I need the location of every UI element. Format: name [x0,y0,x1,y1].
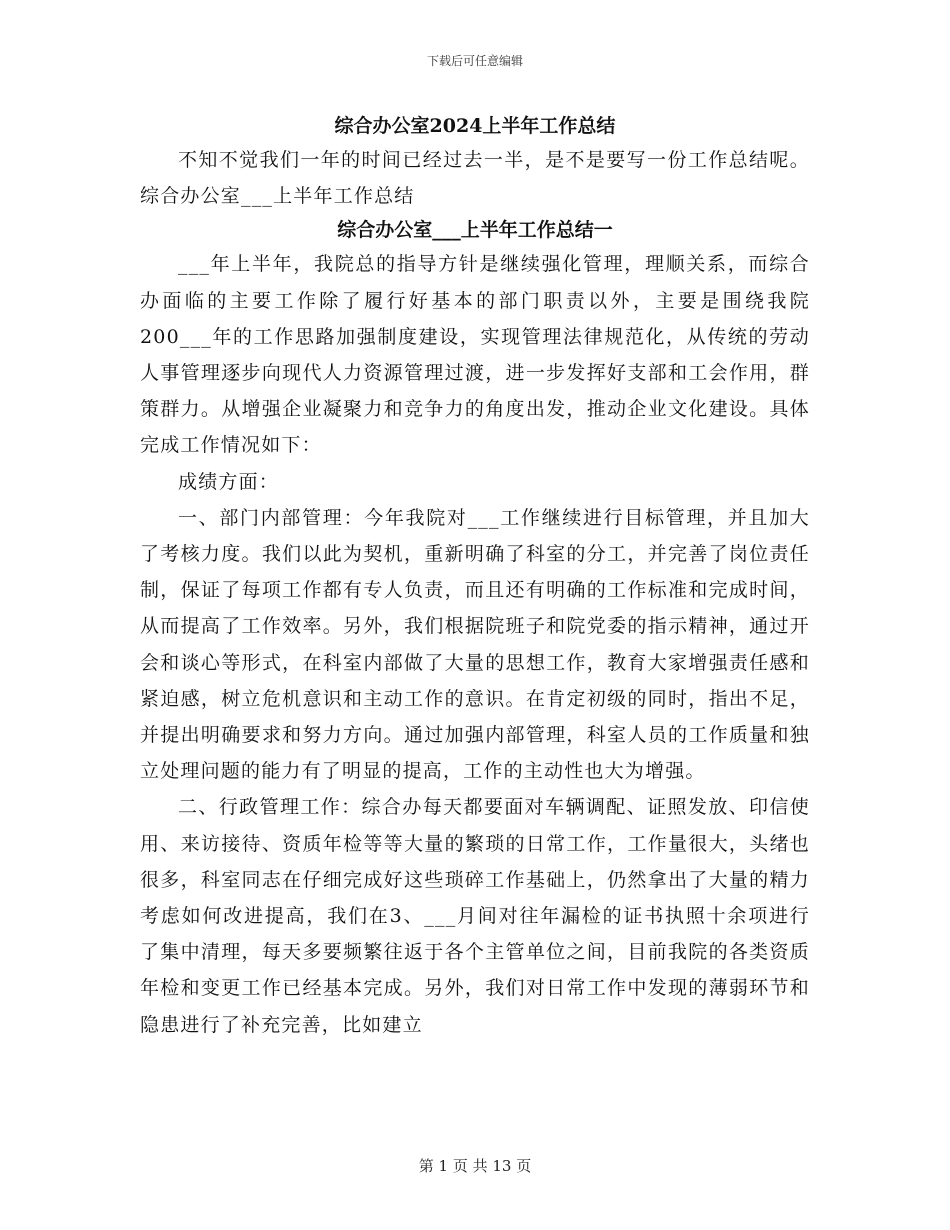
body-paragraph-2: 成绩方面： [178,470,280,493]
document-title: 综合办公室2024上半年工作总结 [334,115,616,137]
document-body [140,110,810,1043]
page-footer: 第 1 页 共 13 页 [418,1157,532,1175]
body-paragraph-1: ___年上半年，我院总的指导方针是继续强化管理，理顺关系，而综合办面临的主要工作除了履行好基本的部门职责以外，主要是围绕我院200___年的工作思路加强制度建设，实现管理法律规范化，从传统的劳动人事管理逐步向现代人力资源管理过渡，进一步发挥好支部和工会作用，群策群力。从增强企业凝聚力和竞争力的角度出发，推动企业文化建设。具体完成工作情况如下： [140,253,810,457]
header-note: 下载后可任意编辑 [426,54,523,68]
body-paragraph-4: 二、行政管理工作：综合办每天都要面对车辆调配、证照发放、印信使用、来访接待、资质年检等等大量的繁琐的日常工作，工作量很大，头绪也很多，科室同志在仔细完成好这些琐碎工作基础上，仍然拿出了大量的精力考虑如何改进提高，我们在3、___月间对往年漏检的证书执照十余项进行了集中清理，每天多要频繁往返于各个主管单位之间，目前我院的各类资质年检和变更工作已经基本完成。另外，我们对日常工作中发现的薄弱环节和隐患进行了补充完善，比如建立 [140,796,810,1036]
intro-paragraph: 不知不觉我们一年的时间已经过去一半，是不是要写一份工作总结呢。综合办公室___上半年工作总结 [140,149,810,208]
body-paragraph-3: 一、部门内部管理：今年我院对___工作继续进行目标管理，并且加大了考核力度。我们以此为契机，重新明确了科室的分工，并完善了岗位责任制，保证了每项工作都有专人负责，而且还有明确的工作标准和完成时间，从而提高了工作效率。另外，我们根据院班子和院党委的指示精神，通过开会和谈心等形式，在科室内部做了大量的思想工作，教育大家增强责任感和紧迫感，树立危机意识和主动工作的意识。在肯定初级的同时，指出不足，并提出明确要求和努力方向。通过加强内部管理，科室人员的工作质量和独立处理问题的能力有了明显的提高，工作的主动性也大为增强。 [140,506,810,783]
section-subtitle: 综合办公室___上半年工作总结一 [337,219,613,242]
